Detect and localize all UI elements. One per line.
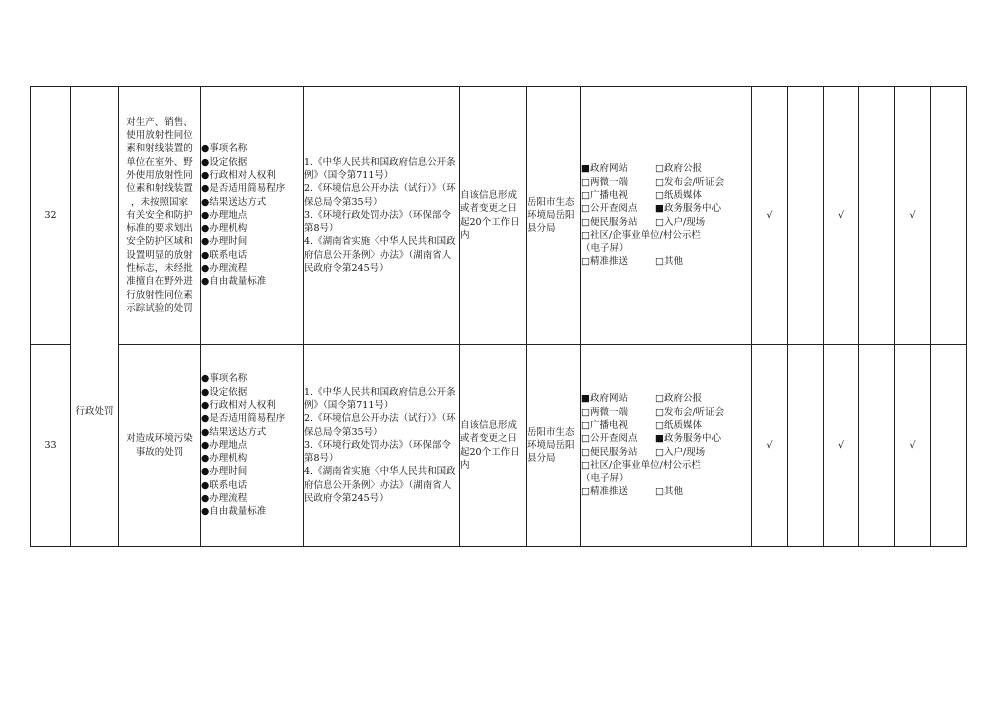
disclosure-table — [30, 86, 967, 547]
channel-row — [581, 406, 751, 419]
content-cell — [201, 87, 304, 345]
row-number: 32 — [31, 87, 71, 345]
text-line: ●设定依据 — [201, 156, 248, 168]
mark-cell: √ — [895, 345, 931, 547]
channel-option: □精准推送 — [581, 486, 628, 498]
channel-row — [581, 419, 751, 432]
text-line: 有关安全和防护 — [126, 209, 193, 221]
basis-cell — [304, 345, 460, 547]
row-number: 33 — [31, 345, 71, 547]
table-row — [31, 87, 967, 345]
channel-option: □广播电视 — [581, 419, 628, 431]
time-cell: 自该信息形成或者变更之日起20个工作日内 — [460, 87, 527, 345]
channel-option: □精准推送 — [581, 256, 628, 268]
channel-option: （电子屏） — [581, 473, 629, 485]
text-line: 设置明显的放射 — [126, 249, 193, 261]
channel-row — [581, 176, 751, 189]
text-line: 性标志，未经批 — [126, 263, 193, 275]
text-line: 3.《环境行政处罚办法》（环保部令第8号） — [304, 439, 451, 465]
text-line: ●办理流程 — [201, 493, 248, 505]
text-line: ●办理机构 — [201, 453, 248, 465]
mark-cell: √ — [752, 87, 788, 345]
mark-cell — [788, 345, 824, 547]
channel-option: □两微一端 — [581, 176, 628, 188]
text-line: ●自由裁量标准 — [201, 506, 267, 518]
mark-cell — [931, 87, 967, 345]
text-line: 单位在室外、野 — [126, 156, 193, 168]
text-line: 准擅自在野外进 — [126, 276, 193, 288]
channel-row — [581, 202, 751, 215]
text-line: ●办理机构 — [201, 223, 248, 235]
mark-cell — [788, 87, 824, 345]
channels-cell — [581, 345, 752, 547]
channel-option: □两微一端 — [581, 406, 628, 418]
text-line: ●办理地点 — [201, 209, 248, 221]
text-line: ●办理时间 — [201, 236, 248, 248]
channel-option: □纸质媒体 — [655, 419, 702, 431]
text-line: 事故的处罚 — [135, 446, 184, 458]
text-line: 3.《环境行政处罚办法》（环保部令第8号） — [304, 209, 451, 235]
channel-row — [581, 392, 751, 405]
mark-cell — [859, 87, 895, 345]
text-line: 1.《中华人民共和国政府信息公开条例》（国令第711号） — [304, 156, 456, 181]
text-line: ●办理时间 — [201, 466, 248, 478]
item-lines — [119, 116, 200, 315]
channel-row — [581, 432, 751, 445]
mark-cell: √ — [895, 87, 931, 345]
text-line: 2.《环境信息公开办法（试行）》（环保总局令第35号） — [304, 183, 456, 208]
time-cell: 自该信息形成或者变更之日起20个工作日内 — [460, 345, 527, 547]
channel-row — [581, 446, 751, 459]
item-cell — [119, 87, 201, 345]
item-cell — [119, 345, 201, 547]
text-line: 示踪试验的处罚 — [126, 302, 193, 314]
mark-cell — [931, 345, 967, 547]
channel-option: □社区/企事业单位/村公示栏 — [581, 229, 701, 241]
channels-cell — [581, 87, 752, 345]
text-line: ●设定依据 — [201, 386, 248, 398]
channel-row — [581, 485, 751, 498]
text-line: 行放射性同位素 — [126, 289, 193, 301]
text-line: ●是否适用简易程序 — [201, 183, 286, 195]
item-lines — [119, 432, 200, 459]
text-line: 素和射线装置的 — [126, 143, 193, 155]
channel-row — [581, 229, 751, 242]
channel-option: ■政务服务中心 — [655, 203, 721, 215]
text-line: ●事项名称 — [201, 373, 248, 385]
text-line: ●自由裁量标准 — [201, 276, 267, 288]
table-row — [31, 345, 967, 547]
department-cell: 岳阳市生态环境局岳阳县分局 — [527, 345, 581, 547]
channel-option: □便民服务站 — [581, 216, 638, 228]
channel-option: □社区/企事业单位/村公示栏 — [581, 459, 701, 471]
channel-option: □入户/现场 — [655, 216, 706, 228]
mark-cell: √ — [752, 345, 788, 547]
channel-option: □公开查阅点 — [581, 433, 638, 445]
text-line: ●结果送达方式 — [201, 426, 267, 438]
text-line: ，未按照国家 — [130, 196, 188, 208]
text-line: 位素和射线装置 — [126, 183, 193, 195]
text-line: ●行政相对人权利 — [201, 399, 276, 411]
text-line: 对造成环境污染 — [126, 433, 193, 445]
text-line: 安全防护区域和 — [126, 236, 193, 248]
text-line: 使用放射性同位 — [126, 130, 193, 142]
channel-option: ■政府网站 — [581, 393, 628, 405]
text-line: ●办理地点 — [201, 439, 248, 451]
channel-option: □纸质媒体 — [655, 189, 702, 201]
text-line: ●事项名称 — [201, 143, 248, 155]
text-line: 外使用放射性同 — [126, 169, 193, 181]
text-line: ●办理流程 — [201, 263, 248, 275]
channel-row — [581, 459, 751, 472]
text-line: ●是否适用简易程序 — [201, 413, 286, 425]
category-label: 行政处罚 — [75, 405, 114, 417]
channel-option: □便民服务站 — [581, 446, 638, 458]
channel-row — [581, 189, 751, 202]
channel-row — [581, 216, 751, 229]
mark-cell: √ — [824, 345, 859, 547]
text-line: 标准的要求划出 — [126, 223, 193, 235]
mark-cell: √ — [824, 87, 859, 345]
channel-option: □政府公报 — [655, 163, 702, 175]
channel-row — [581, 162, 751, 175]
text-line: 对生产、销售、 — [126, 116, 193, 128]
channel-option: □发布会/听证会 — [655, 406, 725, 418]
text-line: 1.《中华人民共和国政府信息公开条例》（国令第711号） — [304, 386, 456, 411]
content-cell — [201, 345, 304, 547]
channel-option: □公开查阅点 — [581, 203, 638, 215]
text-line: ●联系电话 — [201, 479, 248, 491]
text-line: ●结果送达方式 — [201, 196, 267, 208]
text-line: 2.《环境信息公开办法（试行）》（环保总局令第35号） — [304, 413, 456, 438]
text-line: ●行政相对人权利 — [201, 169, 276, 181]
channel-row — [581, 242, 751, 255]
department-cell: 岳阳市生态环境局岳阳县分局 — [527, 87, 581, 345]
mark-cell — [859, 345, 895, 547]
channel-row — [581, 472, 751, 485]
text-line: 4.《湖南省实施〈中华人民共和国政府信息公开条例〉办法》（湖南省人民政府令第245号） — [304, 466, 456, 505]
channel-row — [581, 255, 751, 268]
text-line: ●联系电话 — [201, 249, 248, 261]
text-line: 4.《湖南省实施〈中华人民共和国政府信息公开条例〉办法》（湖南省人民政府令第245号） — [304, 236, 456, 275]
channel-option: （电子屏） — [581, 243, 629, 255]
channel-option: ■政务服务中心 — [655, 433, 721, 445]
channel-option: □发布会/听证会 — [655, 176, 725, 188]
category-cell — [71, 87, 119, 547]
channel-option: □其他 — [655, 486, 683, 498]
channel-option: □广播电视 — [581, 189, 628, 201]
basis-cell — [304, 87, 460, 345]
channel-option: □入户/现场 — [655, 446, 706, 458]
channel-option: □政府公报 — [655, 393, 702, 405]
channel-option: ■政府网站 — [581, 163, 628, 175]
channel-option: □其他 — [655, 256, 683, 268]
